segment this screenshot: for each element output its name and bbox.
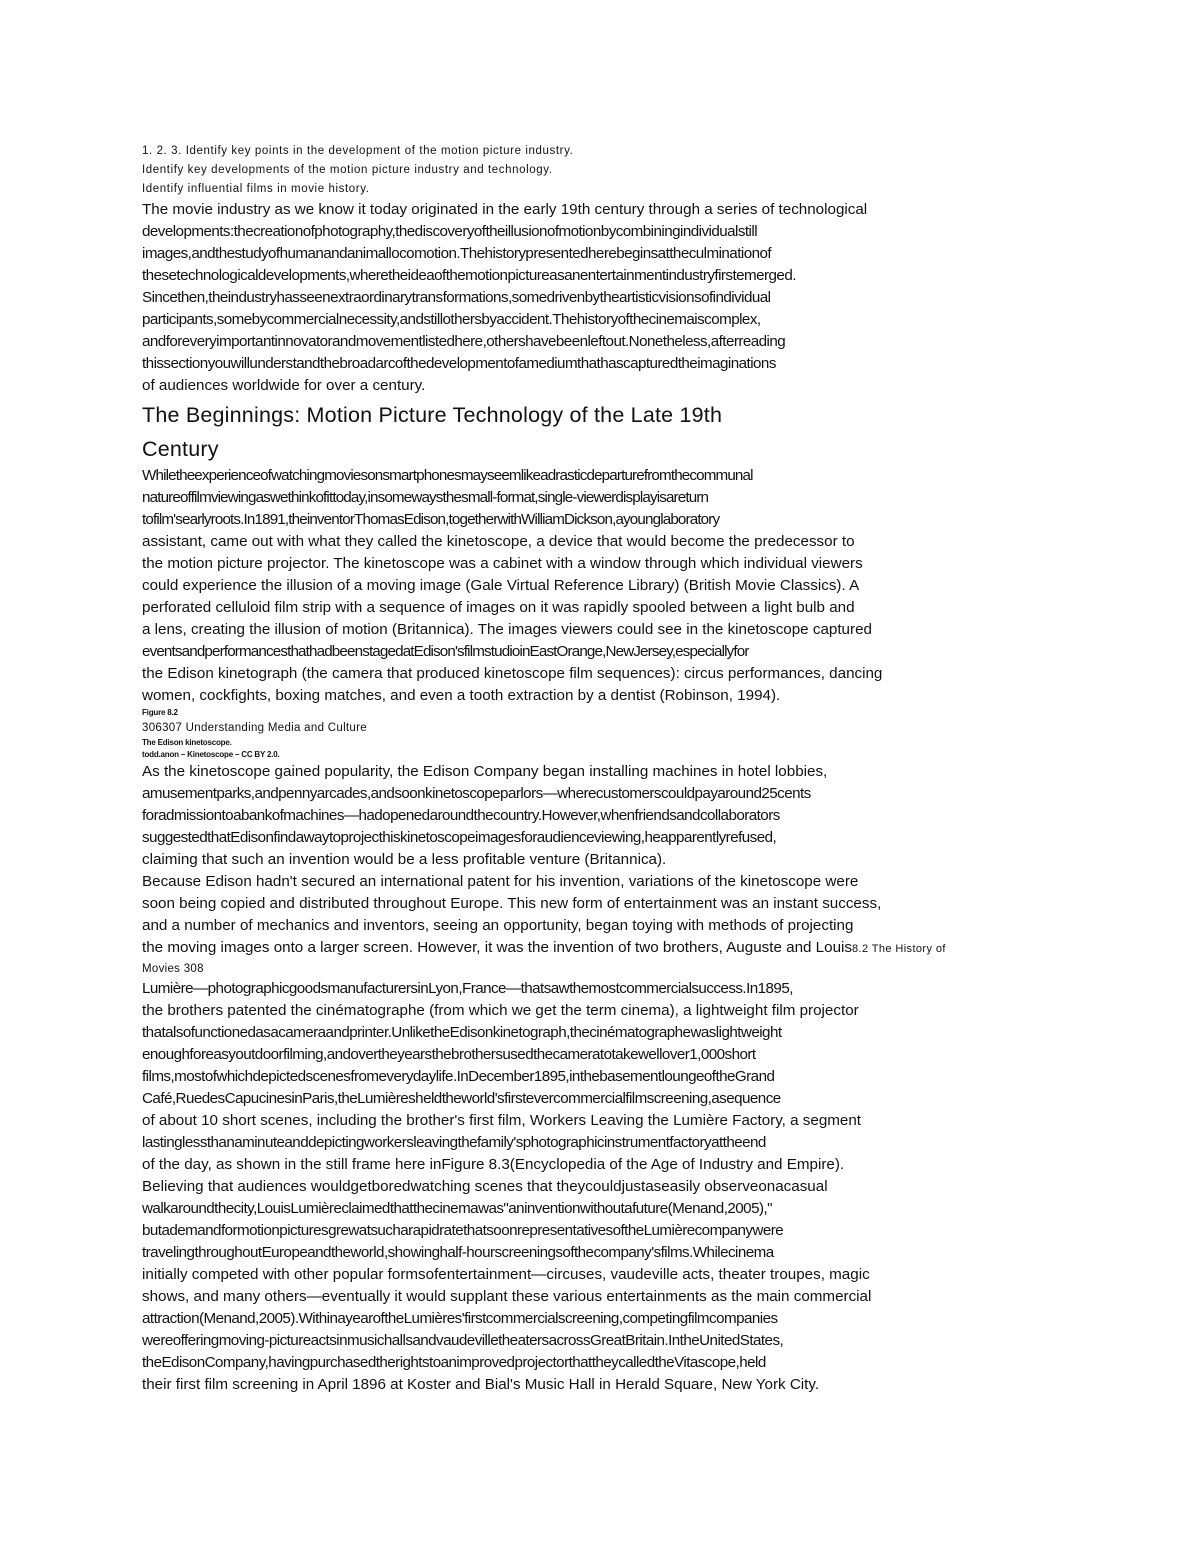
text-line: natureoffilmviewingaswethinkofittoday,insomewaysthesmall-format,single-viewerdisplayisareturn — [142, 489, 709, 506]
objective-line: Identify influential films in movie history. — [142, 183, 370, 195]
text-line: could experience the illusion of a moving image (Gale Virtual Reference Library) (British Movie Classics). A — [142, 577, 860, 594]
text-line: The movie industry as we know it today originated in the early 19th century through a series of technological — [142, 201, 868, 218]
text-line: perforated celluloid film strip with a sequence of images on it was rapidly spooled between a light bulb and — [142, 599, 855, 616]
figure-label: Figure 8.2 — [142, 708, 178, 717]
text-line — [142, 937, 1042, 960]
text-line: wereofferingmoving-pictureactsinmusichallsandvaudevilletheatersacrossGreatBritain.IntheUnitedStates, — [142, 1332, 784, 1349]
paragraph-lumiere — [142, 978, 1042, 1396]
learning-objectives — [142, 142, 1042, 199]
running-footer-wrap: Movies 308 — [142, 963, 204, 975]
text-line: the motion picture projector. The kinetoscope was a cabinet with a window through which individual viewers — [142, 555, 863, 572]
text-line: developments:thecreationofphotography,thediscoveryoftheillusionofmotionbycombiningindividualstill — [142, 223, 758, 240]
text-line: eventsandperformancesthathadbeenstagedatEdison'sfilmstudioinEastOrange,NewJersey,especiallyfor — [142, 643, 749, 660]
text-line: Lumière—photographicgoodsmanufacturersinLyon,France—thatsawthemostcommercialsuccess.In1895, — [142, 980, 793, 997]
text-line: soon being copied and distributed throughout Europe. This new form of entertainment was an instant success, — [142, 895, 882, 912]
text-line: enoughforeasyoutdoorfilming,andovertheyearsthebrothersusedthecameratotakewellover1,000short — [142, 1046, 756, 1063]
document-page — [142, 142, 1042, 1396]
text-line: suggestedthatEdisonfindawaytoprojecthiskinetoscopeimagesforaudienceviewing,heapparentlyrefused, — [142, 829, 777, 846]
text-line: Sincethen,theindustryhasseenextraordinarytransformations,somedrivenbytheartisticvisionsofindividual — [142, 289, 771, 306]
objective-line: 1. 2. 3. Identify key points in the development of the motion picture industry. — [142, 145, 574, 157]
text-line: tofilm'searlyroots.In1891,theinventorThomasEdison,togetherwithWilliamDickson,ayounglaboratory — [142, 511, 720, 528]
text-line: thissectionyouwillunderstandthebroadarcofthedevelopmentofamediumthathascapturedtheimaginations — [142, 355, 776, 372]
text-line: women, cockfights, boxing matches, and even a tooth extraction by a dentist (Robinson, 1994). — [142, 687, 781, 704]
figure-title: The Edison kinetoscope. — [142, 738, 232, 747]
paragraph-european-inventors — [142, 871, 1042, 978]
heading-line: The Beginnings: Motion Picture Technology of the Late 19th — [142, 403, 723, 427]
text-line: travelingthroughoutEuropeandtheworld,showinghalf-hourscreeningsofthecompany'sfilms.Whilecinema — [142, 1244, 774, 1261]
text-line: foradmissiontoabankofmachines—hadopenedaroundthecountry.However,whenfriendsandcollaborators — [142, 807, 780, 824]
text-line: theEdisonCompany,havingpurchasedtherightstoanimprovedprojectorthattheycalledtheVitascope,held — [142, 1354, 766, 1371]
text-line: thatalsofunctionedasacameraandprinter.UnliketheEdisonkinetograph,thecinématographewaslightweight — [142, 1024, 782, 1041]
text-line: films,mostofwhichdepictedscenesfromeverydaylife.InDecember1895,inthebasementloungeoftheGrand — [142, 1068, 775, 1085]
text-line: butademandformotionpicturesgrewatsucharapidratethatsoonrepresentativesoftheLumièrecompanywere — [142, 1222, 784, 1239]
text-line-main: the moving images onto a larger screen. However, it was the invention of two brothers, Auguste and Louis — [142, 939, 852, 956]
text-line: their first film screening in April 1896 at Koster and Bial's Music Hall in Herald Square, New York City. — [142, 1376, 820, 1393]
text-line: the brothers patented the cinématographe (from which we get the term cinema), a lightweight film projector — [142, 1002, 859, 1019]
text-line: of the day, as shown in the still frame here inFigure 8.3(Encyclopedia of the Age of Industry and Empire). — [142, 1156, 845, 1173]
text-line: thesetechnologicaldevelopments,wheretheideaofthemotionpictureasanentertainmentindustryfirstemerged. — [142, 267, 796, 284]
paragraph-kinetoscope-parlors — [142, 761, 1042, 871]
text-line: Believing that audiences wouldgetboredwatching scenes that theycouldjustaseasily observeonacasual — [142, 1178, 828, 1195]
paragraph-kinetoscope — [142, 465, 1042, 707]
text-line: of audiences worldwide for over a century. — [142, 377, 426, 394]
heading-line: Century — [142, 437, 219, 461]
running-header: 306307 Understanding Media and Culture — [142, 722, 367, 734]
objective-line: Identify key developments of the motion picture industry and technology. — [142, 164, 553, 176]
text-line: Whiletheexperienceofwatchingmoviesonsmartphonesmayseemlikeadrasticdeparturefromthecommunal — [142, 467, 753, 484]
section-heading — [142, 399, 1042, 465]
text-line: claiming that such an invention would be a less profitable venture (Britannica). — [142, 851, 667, 868]
text-line: lastinglessthanaminuteanddepictingworkersleavingthefamily'sphotographicinstrumentfactoryattheend — [142, 1134, 766, 1151]
text-line: and a number of mechanics and inventors, seeing an opportunity, began toying with methods of projecting — [142, 917, 854, 934]
text-line: assistant, came out with what they called the kinetoscope, a device that would become the predecessor to — [142, 533, 855, 550]
figure-credit: todd.anon – Kinetoscope – CC BY 2.0. — [142, 750, 280, 759]
text-line: andforeveryimportantinnovatorandmovementlistedhere,othershavebeenleftout.Nonetheless,afterreading — [142, 333, 786, 350]
text-line: a lens, creating the illusion of motion (Britannica). The images viewers could see in the kinetoscope captured — [142, 621, 872, 638]
text-line: Because Edison hadn't secured an international patent for his invention, variations of the kinetoscope were — [142, 873, 859, 890]
text-line: of about 10 short scenes, including the brother's first film, Workers Leaving the Lumière Factory, a segment — [142, 1112, 862, 1129]
text-line: Café,RuedesCapucinesinParis,theLumièresheldtheworld'sfirstevercommercialfilmscreening,asequence — [142, 1090, 781, 1107]
text-line: amusementparks,andpennyarcades,andsoonkinetoscopeparlors—wherecustomerscouldpayaround25cents — [142, 785, 811, 802]
running-footer-inline: 8.2 The History of — [852, 943, 946, 955]
text-line: the Edison kinetograph (the camera that produced kinetoscope film sequences): circus performances, dancing — [142, 665, 883, 682]
text-line: walkaroundthecity,LouisLumièreclaimedthatthecinemawas"aninventionwithoutafuture(Menand,2005)," — [142, 1200, 772, 1217]
text-line: shows, and many others—eventually it would supplant these various entertainments as the main commercial — [142, 1288, 872, 1305]
intro-paragraph — [142, 199, 1042, 397]
text-line: initially competed with other popular formsofentertainment—circuses, vaudeville acts, theater troupes, magic — [142, 1266, 870, 1283]
figure-caption-block — [142, 707, 1042, 761]
text-line: images,andthestudyofhumanandanimallocomotion.Thehistorypresentedherebeginsattheculminationof — [142, 245, 772, 262]
text-line: As the kinetoscope gained popularity, the Edison Company began installing machines in hotel lobbies, — [142, 763, 828, 780]
text-line: participants,somebycommercialnecessity,andstillothersbyaccident.Thehistoryofthecinemaiscomplex, — [142, 311, 761, 328]
text-line: attraction(Menand,2005).WithinayearoftheLumières'firstcommercialscreening,competingfilmcompanies — [142, 1310, 778, 1327]
